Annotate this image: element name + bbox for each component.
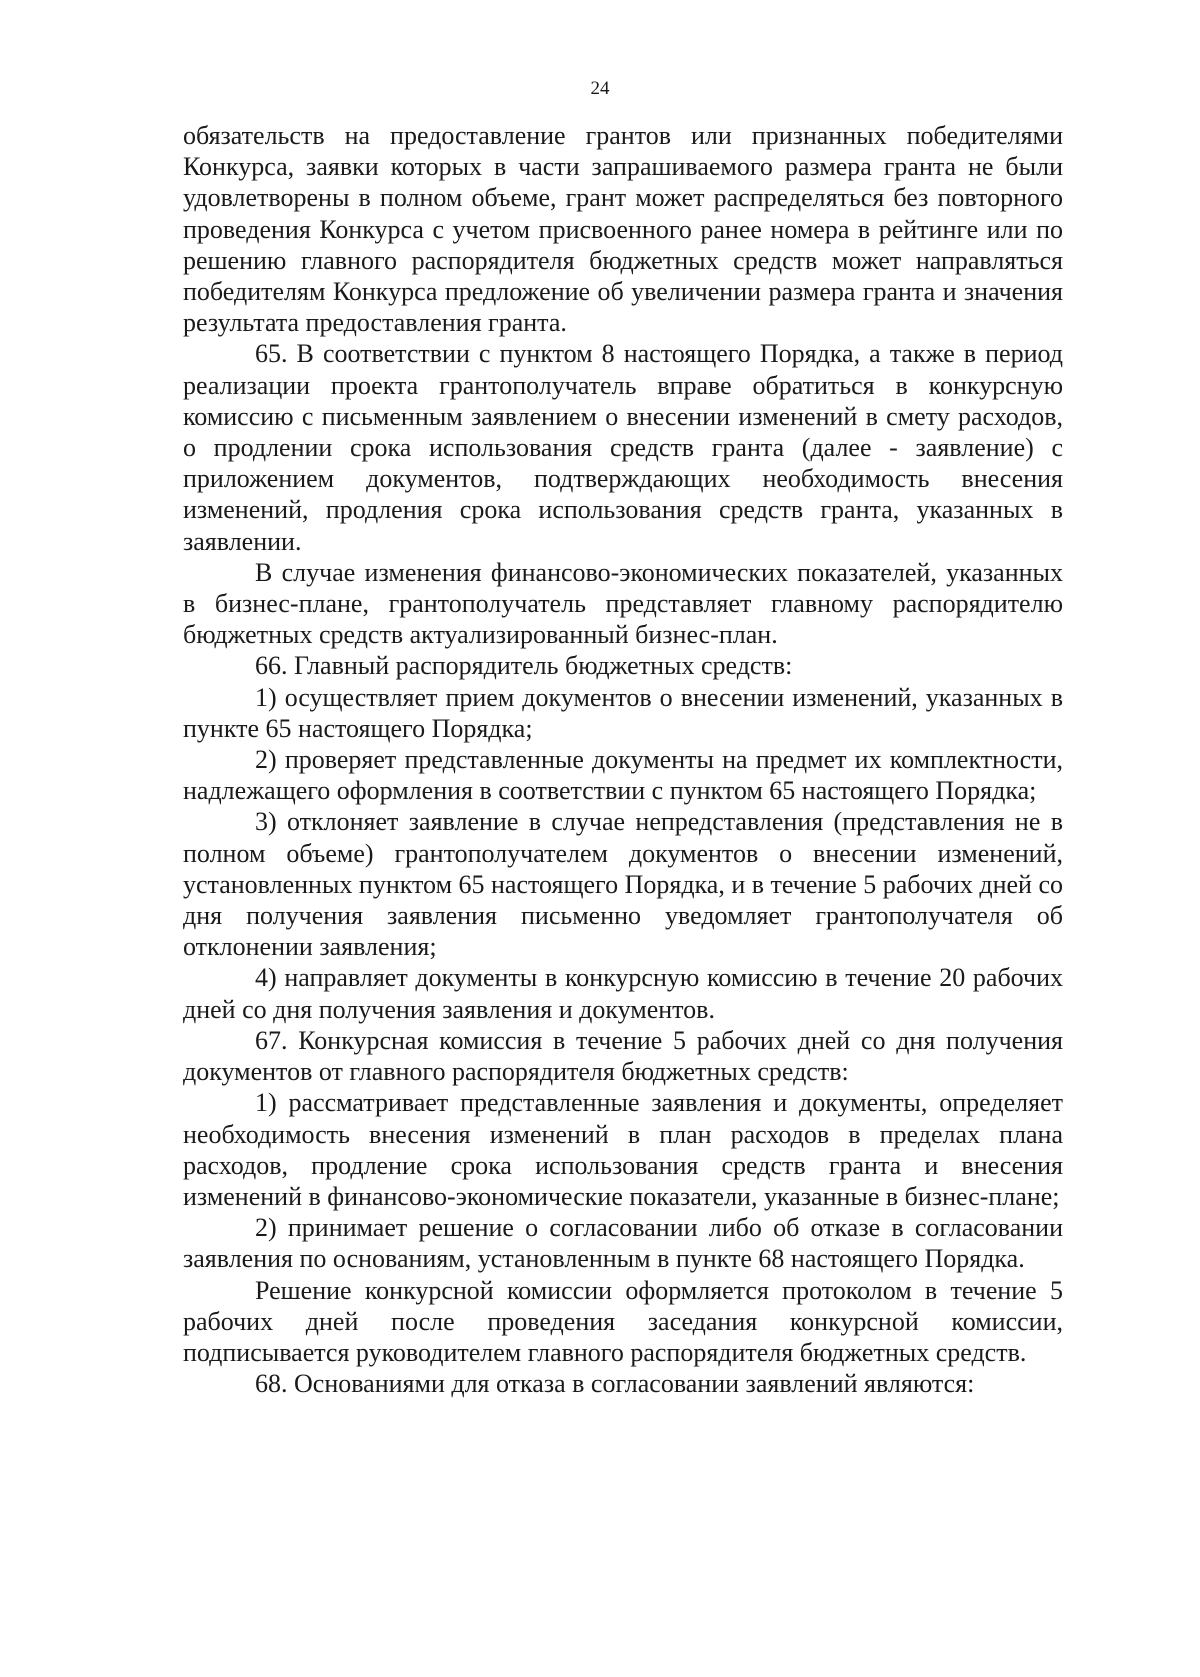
paragraph-item-66: 66. Главный распорядитель бюджетных средств: — [255, 651, 793, 681]
document-body — [183, 120, 1063, 1399]
paragraph-commission-decision: Решение конкурсной комиссии оформляется протоколом в течение 5 рабочих дней после проведения заседания конкурсной комиссии, подписывается руководителем главного распорядителя бюджетных средств. — [183, 1275, 1063, 1367]
paragraph-item-66-4: 4) направляет документы в конкурсную комиссию в течение 20 рабочих дней со дня получения заявления и документов. — [183, 963, 1063, 1024]
paragraph-item-66-2: 2) проверяет представленные документы на предмет их комплектности, надлежащего оформления в соответствии с пунктом 65 настоящего Порядка; — [183, 745, 1063, 806]
paragraph-item-66-1: 1) осуществляет прием документов о внесении изменений, указанных в пункте 65 настоящего Порядка; — [183, 682, 1063, 743]
paragraph-continuation: обязательств на предоставление грантов или признанных победителями Конкурса, заявки которых в части запрашиваемого размера гранта не были удовлетворены в полном объеме, грант может распределяться без повторного проведения Конкурса с учетом присвоенного ранее номера в рейтинге или по решению главного распорядителя бюджетных средств может направляться победителям Конкурса предложение об увеличении размера гранта и значения результата предоставления гранта. — [183, 121, 1063, 338]
paragraph-item-67: 67. Конкурсная комиссия в течение 5 рабочих дней со дня получения документов от главного распорядителя бюджетных средств: — [183, 1025, 1063, 1087]
paragraph-item-67-2: 2) принимает решение о согласовании либо об отказе в согласовании заявления по основаниям, установленным в пункте 68 настоящего Порядка. — [183, 1213, 1063, 1274]
paragraph-item-66-3: 3) отклоняет заявление в случае непредставления (представления не в полном объеме) грантополучателем документов о внесении изменений, установленных пунктом 65 настоящего Порядка, и в течение 5 рабочих дней со дня получения заявления письменно уведомляет грантополучателя об отклонении заявления; — [183, 807, 1063, 962]
paragraph-item-68: 68. Основаниями для отказа в согласовании заявлений являются: — [255, 1369, 975, 1399]
paragraph-item-65: 65. В соответствии с пунктом 8 настоящего Порядка, а также в период реализации проекта грантополучатель вправе обратиться в конкурсную комиссию с письменным заявлением о внесении изменений в смету расходов, о продлении срока использования средств гранта (далее - заявление) с приложением документов, подтверждающих необходимость внесения изменений, продления срока использования средств гранта, указанных в заявлении. — [183, 339, 1063, 556]
page-number: 24 — [590, 78, 610, 99]
paragraph-business-plan: В случае изменения финансово-экономических показателей, указанных в бизнес-плане, грантополучатель представляет главному распорядителю бюджетных средств актуализированный бизнес-план. — [183, 557, 1063, 650]
paragraph-item-67-1: 1) рассматривает представленные заявления и документы, определяет необходимость внесения изменений в план расходов в пределах плана расходов, продление срока использования средств гранта и внесения изменений в финансово-экономические показатели, указанные в бизнес-плане; — [183, 1088, 1063, 1211]
